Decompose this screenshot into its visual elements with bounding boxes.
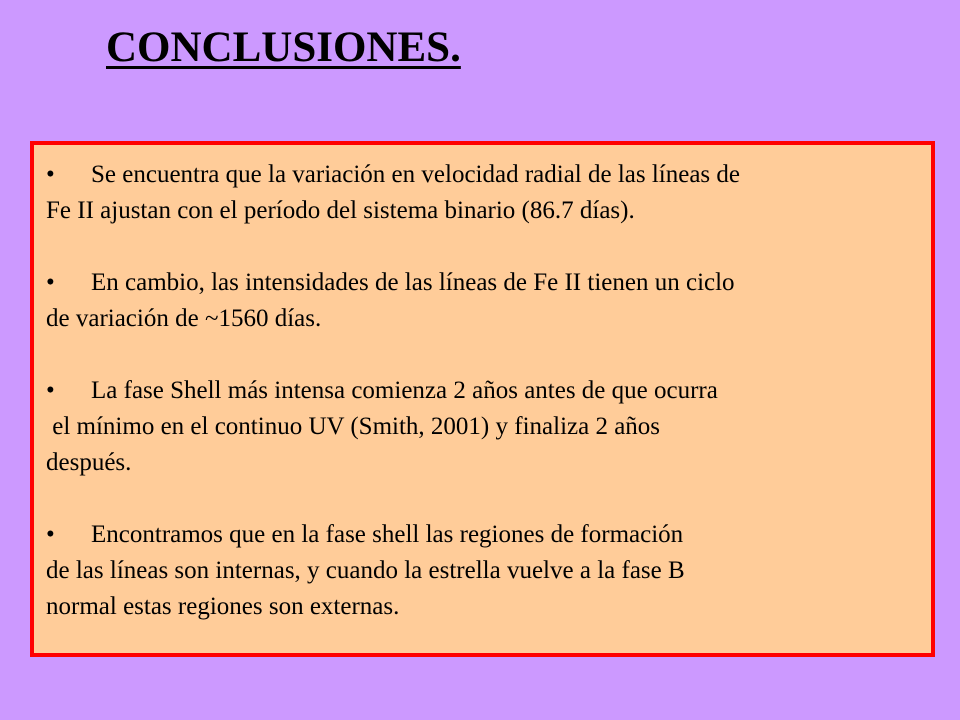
bullet-item-3: [46, 373, 926, 481]
bullet-text: Encontramos que en la fase shell las regiones de formación: [91, 521, 684, 548]
bullet-text: La fase Shell más intensa comienza 2 años antes de que ocurra: [91, 377, 718, 404]
bullet-text: En cambio, las intensidades de las líneas de Fe II tienen un ciclo: [91, 269, 735, 296]
bullet-line: [46, 373, 926, 409]
bullet-text: normal estas regiones son externas.: [46, 593, 400, 620]
slide-title: CONCLUSIONES.: [106, 24, 461, 71]
conclusions-box: [30, 141, 935, 657]
bullet-text: de las líneas son internas, y cuando la estrella vuelve a la fase B: [46, 557, 685, 584]
bullet-icon: •: [46, 161, 55, 188]
bullet-line: [46, 265, 926, 301]
bullet-icon: •: [46, 377, 55, 404]
bullet-text: de variación de ~1560 días.: [46, 305, 322, 332]
bullet-icon: •: [46, 521, 55, 548]
bullet-line: [46, 517, 926, 553]
bullet-list: [46, 157, 926, 625]
bullet-item-1: [46, 157, 926, 229]
bullet-text: el mínimo en el continuo UV (Smith, 2001) y finaliza 2 años: [46, 413, 661, 440]
bullet-item-4: [46, 517, 926, 625]
bullet-icon: •: [46, 269, 55, 296]
bullet-text: Fe II ajustan con el período del sistema binario (86.7 días).: [46, 197, 635, 224]
bullet-line: [46, 157, 926, 193]
bullet-item-2: [46, 265, 926, 337]
bullet-text: después.: [46, 449, 132, 476]
bullet-text: Se encuentra que la variación en velocidad radial de las líneas de: [91, 161, 741, 188]
